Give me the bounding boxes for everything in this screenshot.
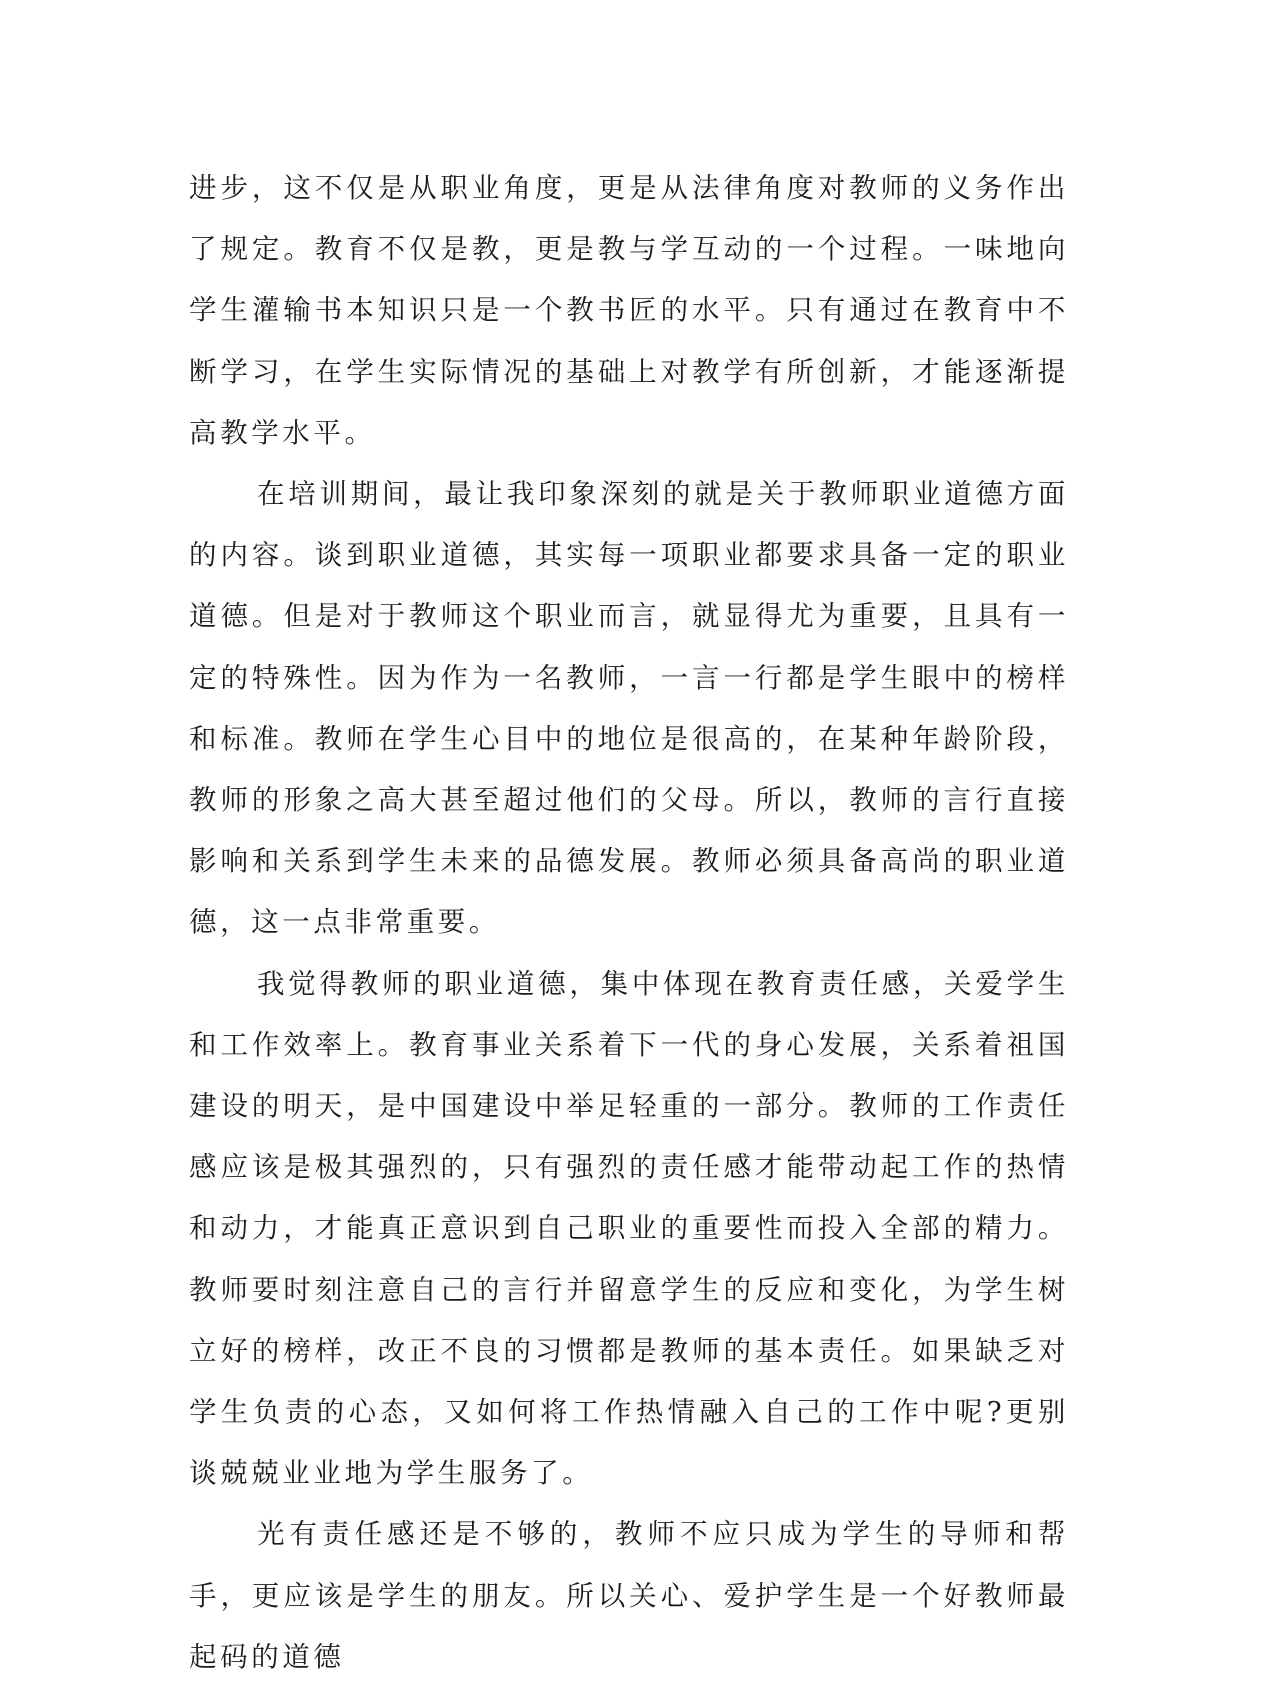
paragraph-training-impression: 在培训期间，最让我印象深刻的就是关于教师职业道德方面的内容。谈到职业道德，其实每一项职业都要求具备一定的职业道德。但是对于教师这个职业而言，就显得尤为重要，且具有一定的特殊性。因为作为一名教师，一言一行都是学生眼中的榜样和标准。教师在学生心目中的地位是很高的，在某种年龄阶段，教师的形象之高大甚至超过他们的父母。所以，教师的言行直接影响和关系到学生未来的品德发展。教师必须具备高尚的职业道德，这一点非常重要。 <box>189 478 1069 939</box>
document-body <box>189 158 1069 1688</box>
paragraph-caring-students: 光有责任感还是不够的，教师不应只成为学生的导师和帮手，更应该是学生的朋友。所以关心、爱护学生是一个好教师最起码的道德 <box>189 1518 1069 1673</box>
paragraph-continuation: 进步，这不仅是从职业角度，更是从法律角度对教师的义务作出了规定。教育不仅是教，更是教与学互动的一个过程。一味地向学生灌输书本知识只是一个教书匠的水平。只有通过在教育中不断学习，在学生实际情况的基础上对教学有所创新，才能逐渐提高教学水平。 <box>189 172 1069 449</box>
paragraph-professional-ethics: 我觉得教师的职业道德，集中体现在教育责任感，关爱学生和工作效率上。教育事业关系着下一代的身心发展，关系着祖国建设的明天，是中国建设中举足轻重的一部分。教师的工作责任感应该是极其强烈的，只有强烈的责任感才能带动起工作的热情和动力，才能真正意识到自己职业的重要性而投入全部的精力。教师要时刻注意自己的言行并留意学生的反应和变化，为学生树立好的榜样，改正不良的习惯都是教师的基本责任。如果缺乏对学生负责的心态，又如何将工作热情融入自己的工作中呢?更别谈兢兢业业地为学生服务了。 <box>189 967 1069 1490</box>
